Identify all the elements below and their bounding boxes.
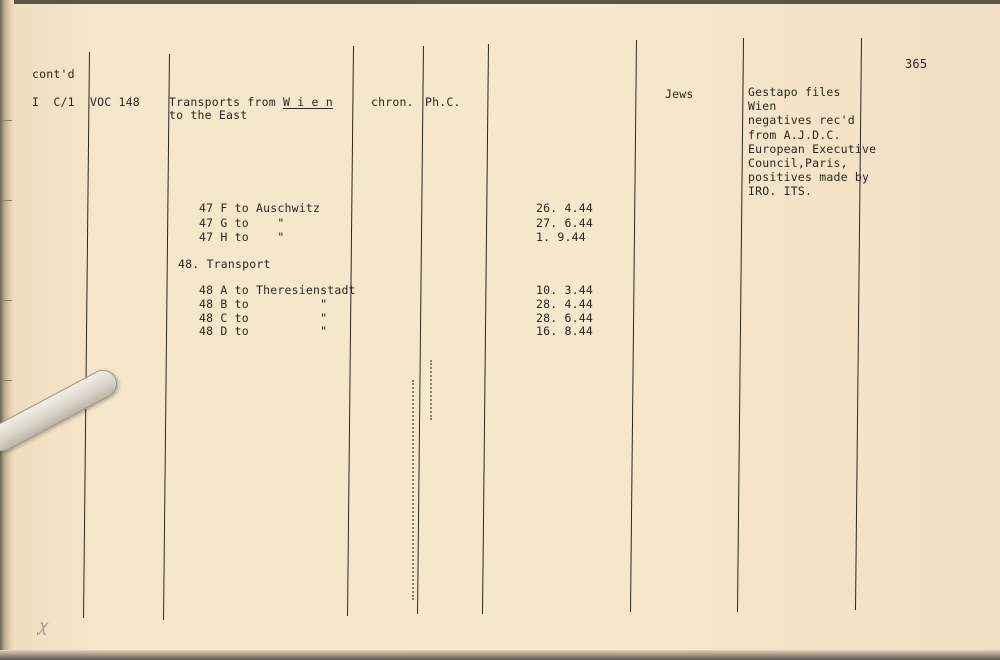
page-bottom-edge — [0, 650, 1000, 660]
transport-48-heading: 48. Transport — [178, 257, 271, 271]
continued-label: cont'd — [32, 67, 75, 81]
transport-label: 48 A to Theresienstadt — [199, 283, 356, 297]
transport-date: 10. 3.44 — [536, 283, 593, 297]
entry-voc: VOC 148 — [90, 95, 140, 109]
transport-label: 48 D to " — [199, 324, 328, 339]
column-rule-6 — [630, 40, 637, 612]
entry-phc: Ph.C. — [425, 95, 461, 109]
binding-edge — [0, 0, 14, 660]
bleed-through-dots — [430, 360, 434, 420]
note-line: European Executive — [748, 141, 877, 156]
entry-chron: chron. — [371, 95, 414, 109]
transport-label: 48 C to " — [199, 310, 328, 325]
transport-date: 1. 9.44 — [536, 230, 586, 244]
transport-label: 47 G to " — [199, 215, 285, 230]
entry-title-prefix: Transports from — [169, 95, 283, 109]
column-rule-2 — [163, 54, 170, 620]
entry-title-line2: to the East — [169, 108, 248, 122]
entry-category: Jews — [665, 87, 694, 101]
column-rule-7 — [737, 38, 744, 612]
note-line: IRO. ITS. — [748, 184, 813, 199]
entry-code: I C/1 — [32, 95, 75, 109]
note-line: positives made by — [748, 170, 870, 185]
note-line: negatives rec'd — [748, 113, 855, 128]
page-stack-line — [2, 380, 12, 381]
bookmark-ribbon — [0, 365, 122, 456]
page-stack-line — [2, 200, 12, 201]
bleed-through-dots — [412, 380, 416, 600]
transport-label: 47 H to " — [199, 230, 285, 244]
transport-date: 16. 8.44 — [536, 324, 593, 339]
column-rule-1 — [83, 52, 90, 618]
transport-date: 27. 6.44 — [536, 215, 593, 230]
pencil-mark: ꭕ — [38, 616, 47, 635]
page-number: 365 — [905, 57, 928, 71]
entry-title-city: W i e n — [282, 95, 333, 109]
page-stack-line — [2, 300, 12, 301]
note-line: Wien — [748, 99, 777, 114]
note-line: Council,Paris, — [748, 156, 848, 170]
column-rule-3 — [347, 46, 354, 616]
transport-date: 28. 4.44 — [536, 296, 593, 311]
transport-date: 26. 4.44 — [536, 201, 593, 215]
transport-label: 47 F to Auschwitz — [199, 201, 321, 215]
transport-date: 28. 6.44 — [536, 310, 593, 325]
note-line: Gestapo files — [748, 85, 841, 99]
page-top-edge — [0, 0, 1000, 4]
page-stack-line — [2, 120, 12, 121]
transport-label: 48 B to " — [199, 296, 328, 311]
column-rule-5 — [482, 44, 489, 614]
column-rule-8 — [855, 38, 862, 610]
note-line: from A.J.D.C. — [748, 127, 841, 142]
column-rule-4 — [417, 46, 424, 614]
